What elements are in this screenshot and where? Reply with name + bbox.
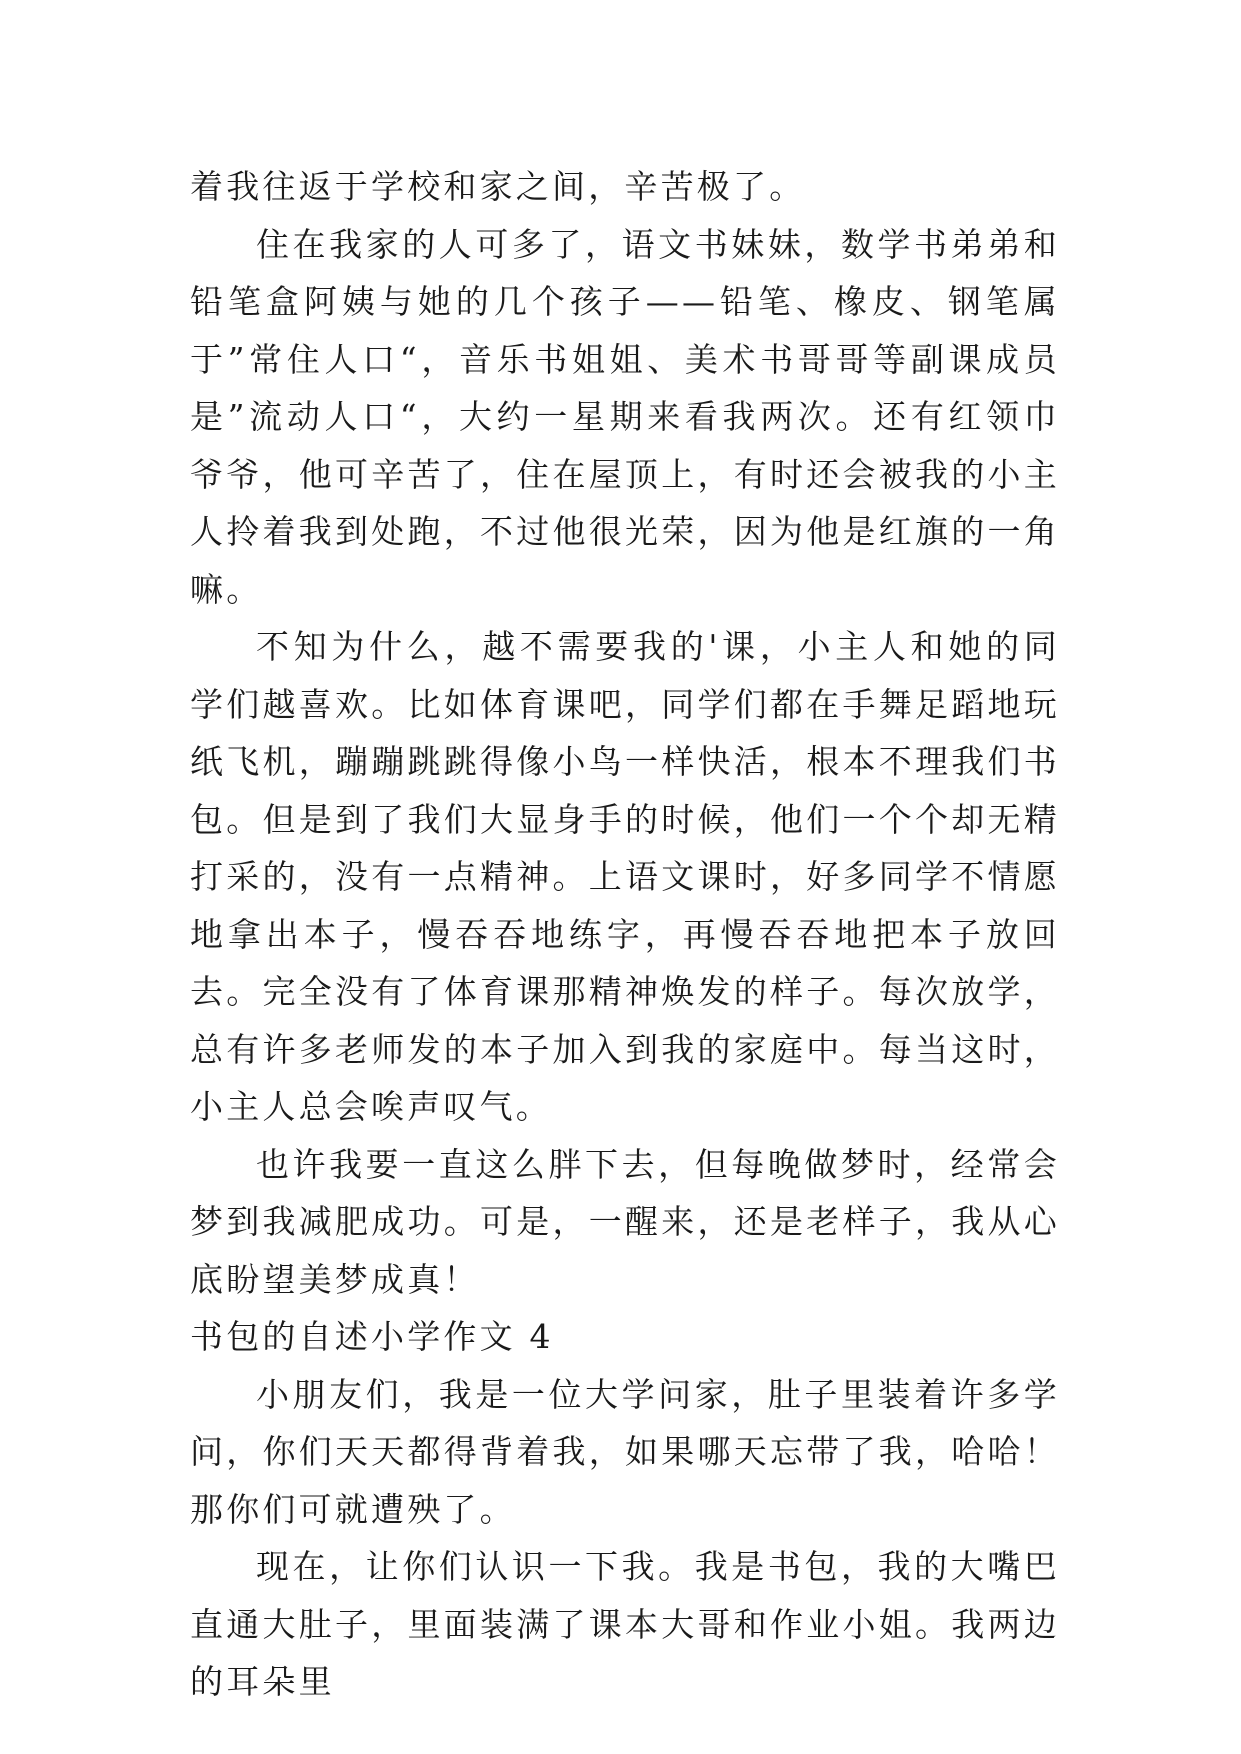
paragraph-continuation: 着我往返于学校和家之间，辛苦极了。 [190, 167, 806, 206]
paragraph: 现在，让你们认识一下我。我是书包，我的大嘴巴直通大肚子，里面装满了课本大哥和作业小姐。我两边的耳朵里 [190, 1547, 1060, 1701]
section-heading: 书包的自述小学作文 4 [190, 1317, 554, 1356]
paragraph: 小朋友们，我是一位大学问家，肚子里装着许多学问，你们天天都得背着我，如果哪天忘带了我，哈哈！那你们可就遭殃了。 [190, 1374, 1060, 1529]
paragraph: 不知为什么，越不需要我的'课，小主人和她的同学们越喜欢。比如体育课吧，同学们都在手舞足蹈地玩纸飞机，蹦蹦跳跳得像小鸟一样快活，根本不理我们书包。但是到了我们大显身手的时候，他们一个个却无精打采的，没有一点精神。上语文课时，好多同学不情愿地拿出本子，慢吞吞地练字，再慢吞吞地把本子放回去。完全没有了体育课那精神焕发的样子。每次放学，总有许多老师发的本子加入到我的家庭中。每当这时，小主人总会唉声叹气。 [190, 627, 1060, 1126]
document-body [190, 158, 1060, 1711]
paragraph: 住在我家的人可多了，语文书妹妹，数学书弟弟和铅笔盒阿姨与她的几个孩子——铅笔、橡皮、钢笔属于”常住人口“，音乐书姐姐、美术书哥哥等副课成员是”流动人口“，大约一星期来看我两次。还有红领巾爷爷，他可辛苦了，住在屋顶上，有时还会被我的小主人拎着我到处跑，不过他很光荣，因为他是红旗的一角嘛。 [190, 224, 1060, 609]
paragraph: 也许我要一直这么胖下去，但每晚做梦时，经常会梦到我减肥成功。可是，一醒来，还是老样子，我从心底盼望美梦成真！ [190, 1144, 1060, 1299]
